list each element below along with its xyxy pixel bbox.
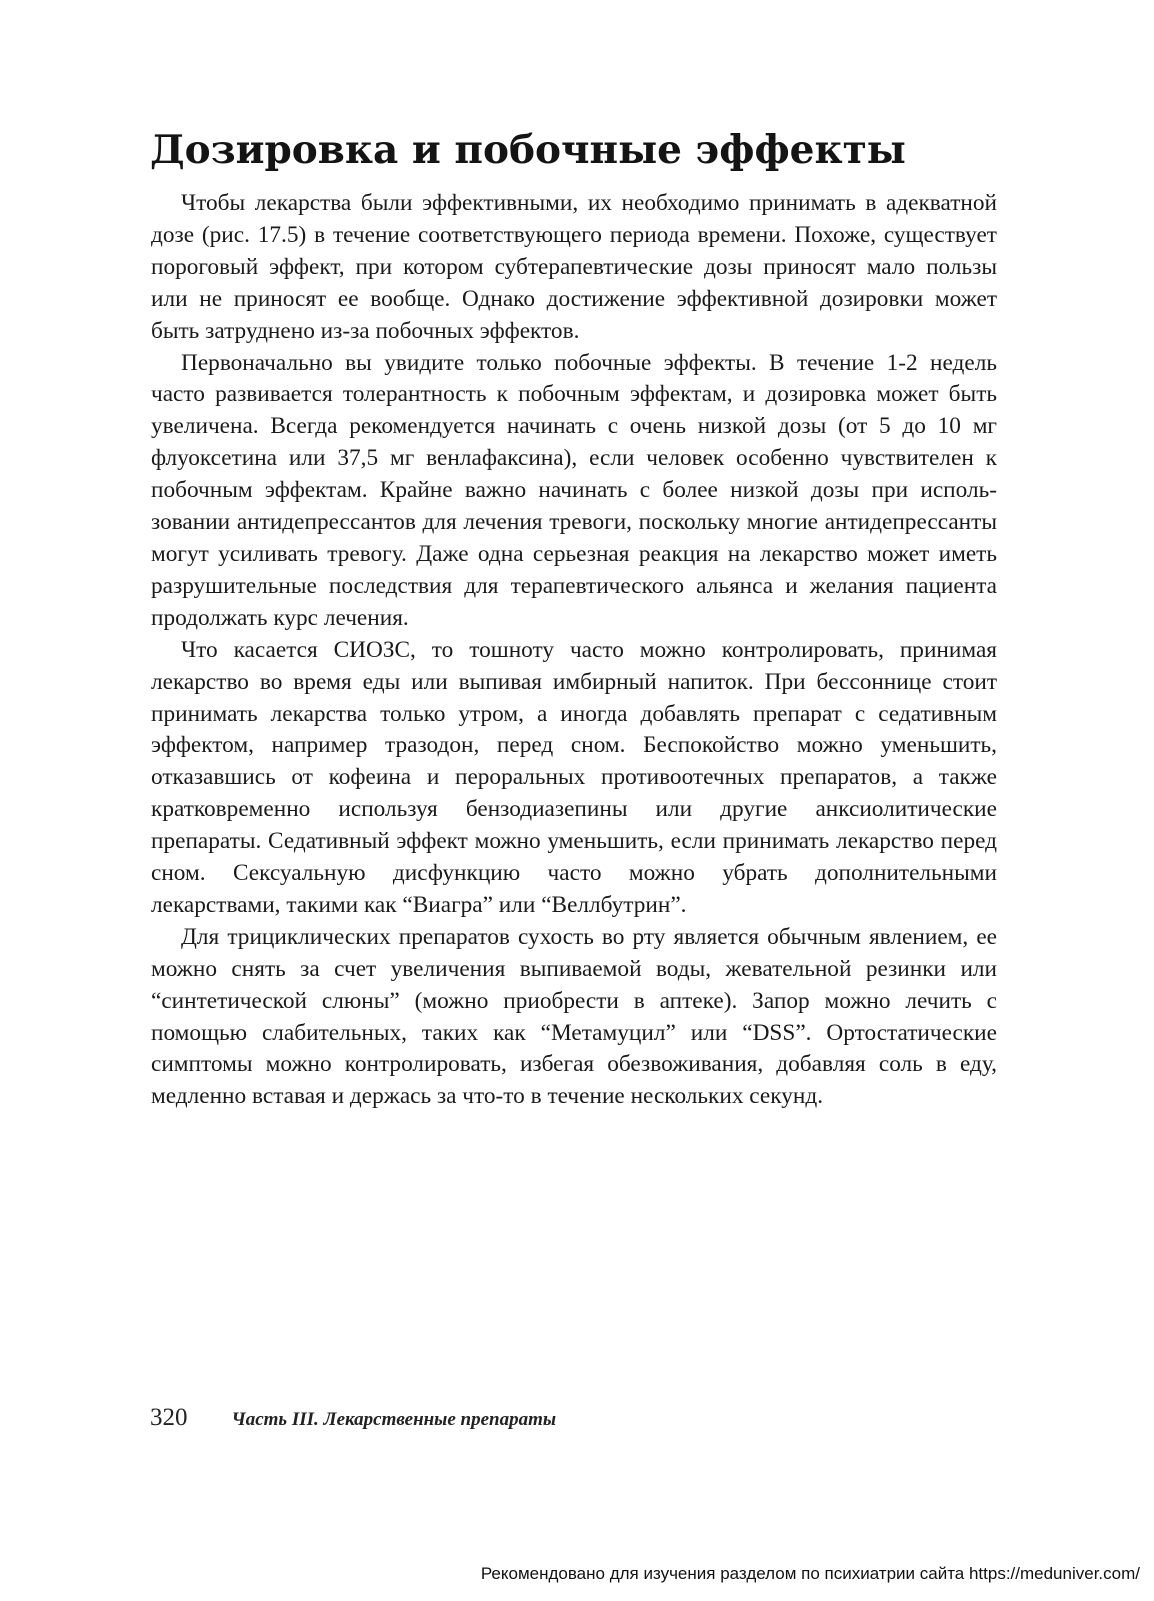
paragraph: Первоначально вы увидите только побочные эффекты. В течение 1-2 недель часто развивается толерантность к побочным эффектам, и дозировка может быть увеличена. Всегда рекомендуется начинать с очень низкой дозы (от 5 до 10 мг флуоксетина или 37,5 мг венлафаксина), если человек особенно чувствителен к побочным эффектам. Крайне важно начинать с более низкой дозы при использовании антидепрессантов для лечения тревоги, поскольку многие антидепрессанты могут усиливать тревогу. Даже одна серьезная реакция на лекарство может иметь разрушительные последствия для терапевтического альянса и желания пациента продолжать курс лечения. (151, 349, 997, 631)
paragraph: Для трициклических препаратов сухость во рту является обычным явлением, ее можно снять за счет увеличения выпиваемой воды, жевательной резинки или “синтетической слюны” (можно приобрести в аптеке). Запор можно лечить с помощью слабительных, таких как “Метамуцил” или “DSS”. Ортостатические симптомы можно контролировать, избегая обезвоживания, добавляя соль в еду, медленно вставая и держась за что-то в течение нескольких секунд. (151, 923, 997, 1110)
paragraph: Чтобы лекарства были эффективными, их необходимо принимать в адекватной дозе (рис. 17.5) в течение соответствующего периода времени. Похоже, существует пороговый эффект, при котором субтерапевтические дозы приносят мало пользы или не приносят ее вообще. Однако достижение эффективной дозировки может быть затруднено из-за побочных эффектов. (151, 190, 997, 344)
body-text (151, 188, 997, 1113)
page-number: 320 (150, 1404, 188, 1431)
page-title: Дозировка и побочные эффекты (150, 127, 906, 173)
paragraph: Что касается СИОЗС, то тошноту часто можно контролировать, принимая лекарство во время еды или выпивая имбирный напиток. При бессоннице стоит принимать лекарства только утром, а иногда добавлять препарат с седативным эффектом, например тразодон, перед сном. Беспокойство можно уменьшить, отказавшись от кофеина и пероральных противоотечных препаратов, а также кратковременно используя бензодиазепины или другие анксиолитические препараты. Седативный эффект можно уменьшить, если принимать лекарство перед сном. Сексуальную дисфункцию часто можно убрать дополнительными лекарствами, такими как “Виагра” или “Веллбутрин”. (151, 636, 997, 918)
page-footer (150, 1400, 850, 1436)
watermark-text: Рекомендовано для изучения разделом по психиатрии сайта https://meduniver.com/ (480, 1564, 1140, 1583)
running-head: Часть III. Лекарственные препараты (231, 1409, 557, 1430)
